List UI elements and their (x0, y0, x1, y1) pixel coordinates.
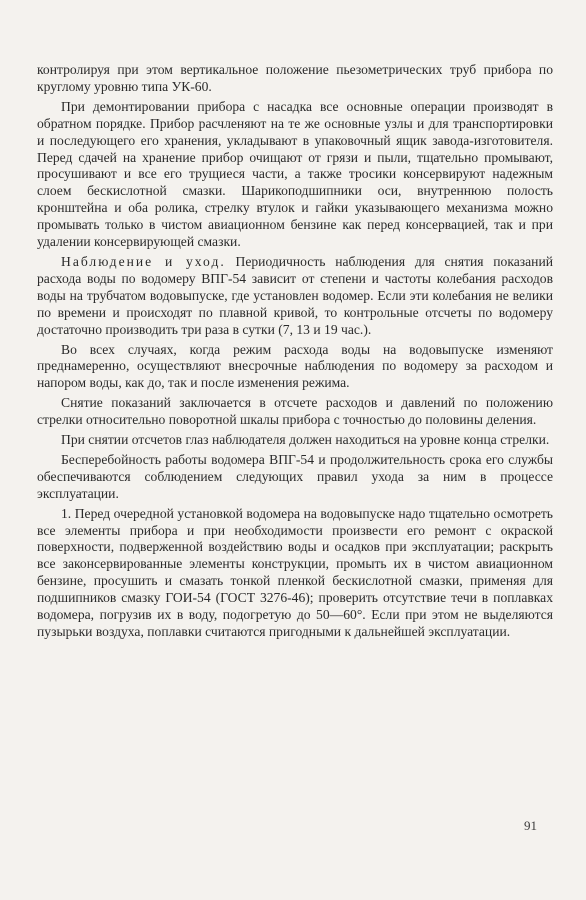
paragraph-rule-1: 1. Перед очередной установкой водомера на водовыпуске надо тщательно осмотреть все элементы прибора и при необходимости произвести его ремонт с окраской поверхности, подверженной воздействию воды и осадков при эксплуатации; раскрыть все законсервированные элементы конструкции, промыть их в чистом авиационном бензине, просушить и смазать тонкой пленкой бескислотной смазки, применяя для подшипников смазку ГОИ-54 (ГОСТ 3276-46); проверить отсутствие течи в поплавках водомера, погрузив их в воду, подогретую до 50—60°. Если при этом не выделяются пузырьки воздуха, поплавки считаются пригодными к дальнейшей эксплуатации. (37, 505, 553, 639)
paragraph-readings: Снятие показаний заключается в отсчете расходов и давлений по положению стрелки относительно поворотной шкалы прибора с точностью до половины деления. (37, 395, 553, 428)
paragraph-observation (37, 254, 553, 339)
paragraph-eye-level: При снятии отсчетов глаз наблюдателя должен находиться на уровне конца стрелки. (61, 432, 550, 448)
paragraph-observation-text: Периодичность наблюдения для снятия показаний расхода воды по водомеру ВПГ-54 зависит от степени и частоты колебания расходов воды на трубчатом водовыпуске, где установлен водомер. Если эти колебания не велики по времени и происходят по плавной кривой, то контрольные отсчеты по водомеру достаточно производить три раза в сутки (7, 13 и 19 час.). (37, 253, 554, 337)
paragraph-dismantling: При демонтировании прибора с насадка все основные операции производят в обратном порядке. Прибор расчленяют на те же основные узлы и для транспортировки и последующего его хранения, укладывают в упаковочный ящик завода-изготовителя. Перед сдачей на хранение прибор очищают от грязи и пыли, тщательно промывают, просушивают и все его трущиеся части, а также тросики консервируют надежным слоем бескислотной смазки. Шарикоподшипники оси, внутреннюю полость кронштейна и оба ролика, стрелку втулок и гайки указывающего механизма можно промывать только в чистом авиационном бензине как перед консервацией, так и при удалении консервирующей смазки. (37, 98, 553, 250)
body-text (37, 62, 553, 644)
page-number: 91 (524, 818, 537, 833)
section-heading: Наблюдение и уход. (61, 253, 226, 269)
paragraph-all-cases: Во всех случаях, когда режим расхода воды на водовыпуске изменяют преднамеренно, осуществляют внесрочные наблюдения по водомеру за расходом и напором воды, как до, так и после изменения режима. (37, 341, 553, 391)
paragraph-reliability: Бесперебойность работы водомера ВПГ-54 и продолжительность срока его службы обеспечиваются соблюдением следующих правил ухода за ним в процессе эксплуатации. (37, 451, 553, 501)
paragraph-continuation: контролируя при этом вертикальное положение пьезометрических труб прибора по круглому уровню типа УК-60. (37, 62, 553, 94)
